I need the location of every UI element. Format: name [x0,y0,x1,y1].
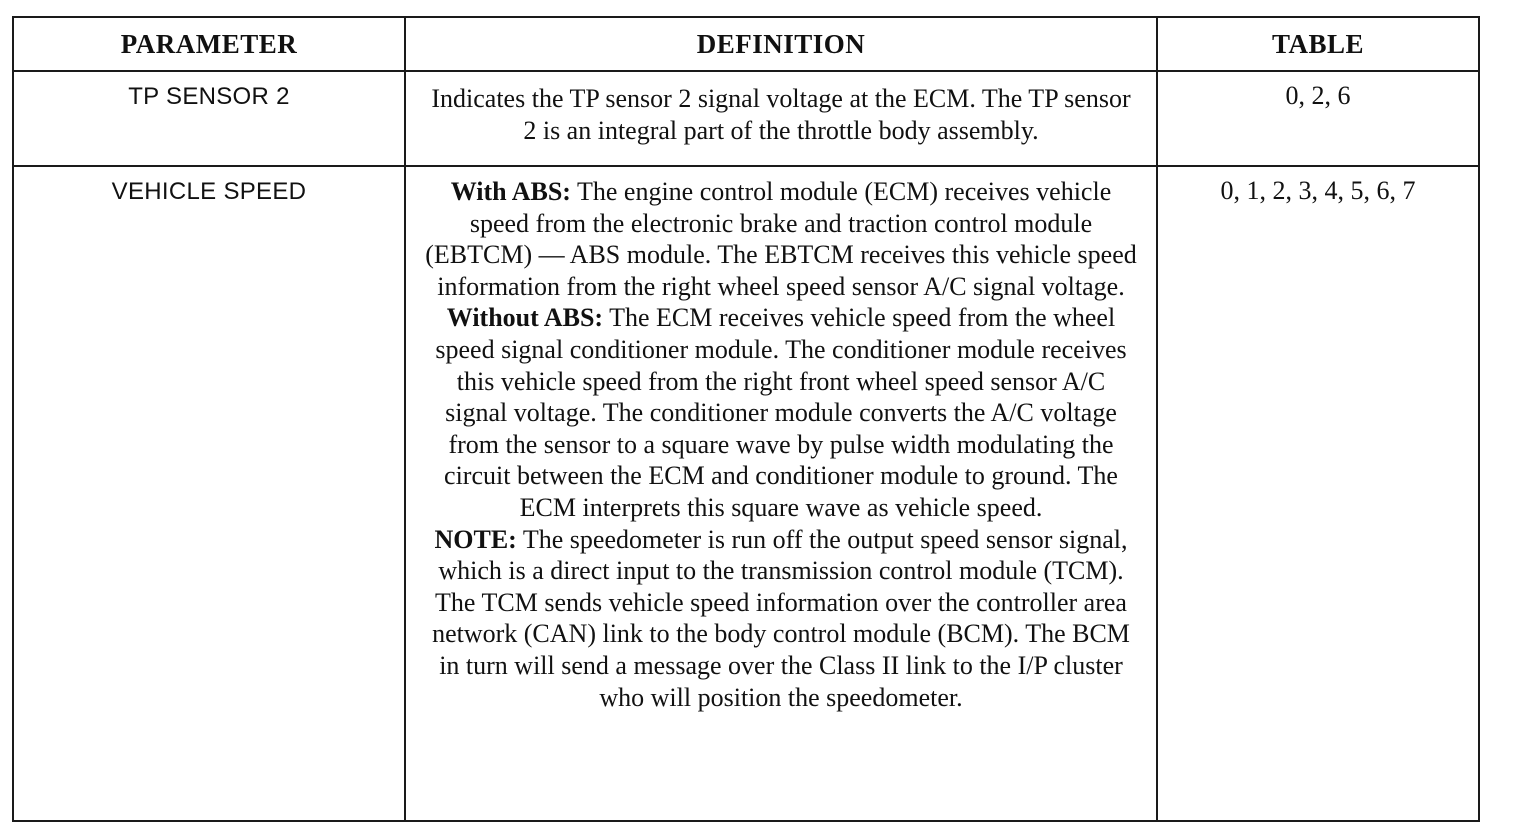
parameter-definition-table [12,16,1480,822]
parameter-name: TP SENSOR 2 [128,83,290,110]
table-ref-cell: 0, 1, 2, 3, 4, 5, 6, 7 [1157,166,1479,821]
definition-cell [405,166,1157,821]
definition-without-abs [406,302,1156,523]
table-body [13,71,1479,821]
definition-note [406,524,1156,714]
table-header [13,17,1479,71]
table-row-vehicle-speed [13,166,1479,821]
definition-cell [405,71,1157,166]
definition-text-with-abs: The engine control module (ECM) receives vehicle speed from the electronic brake and traction control module (EBTCM) — ABS module. The EBTCM receives this vehicle speed information from the right wheel speed sensor A/C signal voltage. [425,177,1137,301]
parameter-cell [13,166,405,821]
definition-text-without-abs: The ECM receives vehicle speed from the wheel speed signal conditioner module. The conditioner module receives this vehicle speed from the right front wheel speed sensor A/C signal voltage. The conditioner module converts the A/C voltage from the sensor to a square wave by pulse width modulating the circuit between the ECM and conditioner module to ground. The ECM interprets this square wave as vehicle speed. [435,303,1127,522]
definition-text: Indicates the TP sensor 2 signal voltage at the ECM. The TP sensor 2 is an integral part of the throttle body assembly. [431,84,1131,145]
definition-label-with-abs: With ABS: [450,177,571,206]
table-row-tp-sensor-2 [13,71,1479,166]
parameter-cell [13,71,405,166]
definition-with-abs [406,176,1156,302]
definition-label-without-abs: Without ABS: [446,303,604,333]
header-row [13,17,1479,71]
header-table: TABLE [1157,17,1479,71]
table-ref-cell: 0, 2, 6 [1157,71,1479,166]
definition-label-note: NOTE: [434,524,517,554]
header-parameter: PARAMETER [13,17,405,71]
parameter-name: VEHICLE SPEED [111,178,307,205]
definition-text-note: The speedometer is run off the output speed sensor signal, which is a direct input to the transmission control module (TCM). The TCM sends vehicle speed information over the controller area network (CAN) link to the body control module (BCM). The BCM in turn will send a message over the Class II link to the I/P cluster who will position the speedometer. [432,524,1130,712]
header-definition: DEFINITION [405,17,1157,71]
